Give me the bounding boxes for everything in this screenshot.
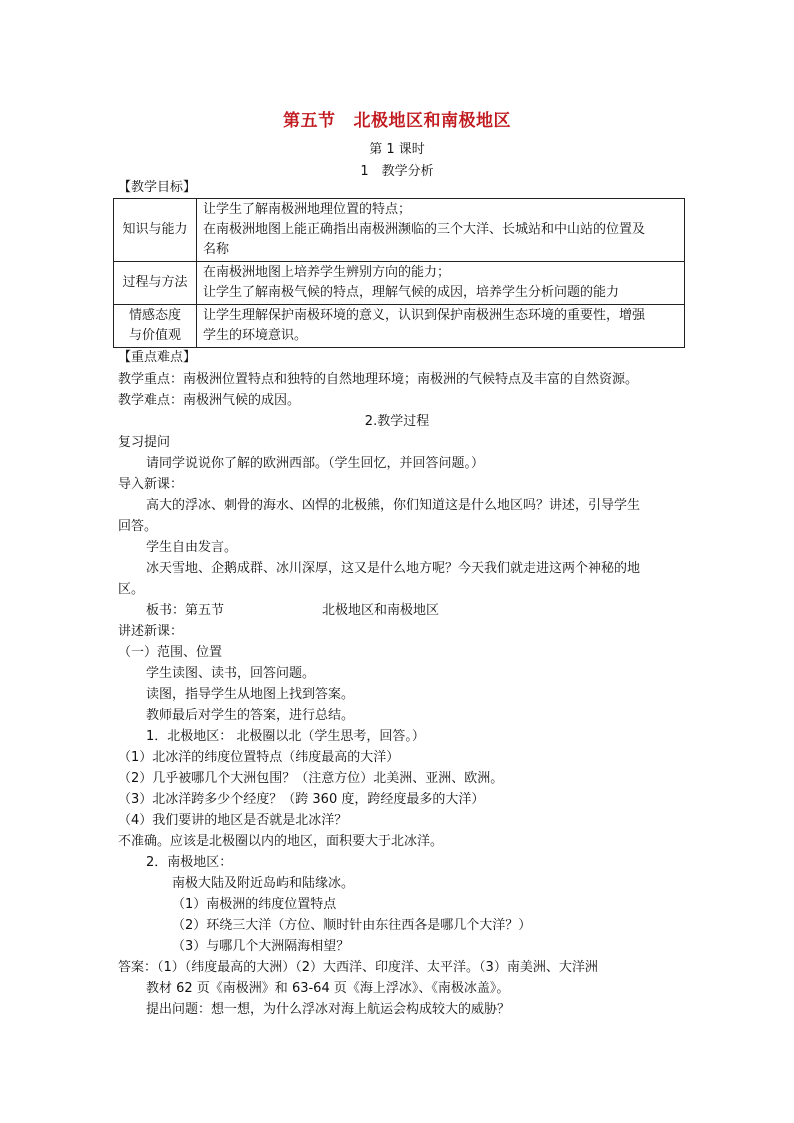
body-line: 冰天雪地、企鹅成群、冰川深厚，这又是什么地方呢？今天我们就走进这两个神秘的地 [146, 561, 641, 576]
body-line: 学生读图、读书，回答问题。 [146, 666, 316, 681]
objective-label-line: 情感态度 [128, 308, 181, 323]
body-line: 回答。 [118, 519, 158, 534]
table-row [114, 305, 685, 348]
objective-content-attitude [197, 305, 685, 348]
objective-line: 在南极洲地图上能正确指出南极洲濒临的三个大洋、长城站和中山站的位置及 [203, 222, 646, 237]
body-line: 1．北极地区： 北极圈以北（学生思考，回答。） [146, 729, 425, 744]
objective-label-line: 与价值观 [128, 328, 181, 343]
body-line: （2）几乎被哪几个大洲包围？（注意方位）北美洲、亚洲、欧洲。 [118, 771, 504, 786]
objective-line: 让学生理解保护南极环境的意义，认识到保护南极洲生态环境的重要性，增强 [203, 308, 646, 323]
body-line: 区。 [118, 582, 145, 597]
body-line: 导入新课： [118, 477, 184, 492]
title-text: 北极地区和南极地区 [353, 111, 511, 131]
body-line: 读图，指导学生从地图上找到答案。 [146, 687, 355, 702]
body-line: （1）南极洲的纬度位置特点 [172, 897, 337, 912]
objective-line: 让学生了解南极气候的特点，理解气候的成因，培养学生分析问题的能力 [203, 285, 620, 300]
body-line: 答案：（1）（纬度最高的大洲）（2）大西洋、印度洋、太平洋。（3）南美洲、大洋洲 [118, 960, 598, 975]
objectives-table [113, 198, 685, 348]
body-line: 复习提问 [118, 435, 171, 450]
body-line: 教师最后对学生的答案，进行总结。 [146, 708, 355, 723]
objective-line: 名称 [203, 242, 230, 257]
objective-label-knowledge: 知识与能力 [114, 199, 197, 262]
objective-label-attitude [114, 305, 197, 348]
section-teaching-analysis: 1 教学分析 [360, 164, 434, 179]
body-line: 讲述新课： [118, 624, 184, 639]
objectives-heading: 【教学目标】 [118, 180, 197, 195]
body-line: （4）我们要讲的地区是否就是北冰洋？ [118, 813, 348, 828]
objective-line: 让学生了解南极洲地理位置的特点； [203, 202, 412, 217]
body-line: 北极地区和南极地区 [322, 603, 440, 618]
body-line: 不准确。应该是北极圈以内的地区，面积要大于北冰洋。 [118, 834, 444, 849]
objective-content-process [197, 262, 685, 305]
body-line: 高大的浮冰、刺骨的海水、凶悍的北极熊，你们知道这是什么地区吗？讲述，引导学生 [146, 498, 641, 513]
table-row [114, 262, 685, 305]
objective-label-process: 过程与方法 [114, 262, 197, 305]
body-line: （2）环绕三大洋（方位、顺时针由东往西各是哪几个大洋？） [172, 918, 532, 933]
objective-content-knowledge [197, 199, 685, 262]
body-line: （3）北冰洋跨多少个经度？（跨 360 度，跨经度最多的大洋） [118, 792, 485, 807]
section-teaching-process: 2.教学过程 [364, 414, 430, 429]
body-line: 板书：第五节 [146, 603, 225, 618]
objective-line: 在南极洲地图上培养学生辨别方向的能力； [203, 265, 451, 280]
body-line: 提出问题：想一想，为什么浮冰对海上航运会构成较大的威胁？ [146, 1002, 511, 1017]
key-focus: 教学重点：南极洲位置特点和独特的自然地理环境；南极洲的气候特点及丰富的自然资源。 [118, 372, 639, 387]
body-line: （3）与哪几个大洲隔海相望？ [172, 939, 350, 954]
body-line: 学生自由发言。 [146, 540, 238, 555]
lesson-label: 第 1 课时 [369, 142, 425, 157]
body-line: 请同学说说你了解的欧洲西部。（学生回忆，并回答问题。） [146, 456, 485, 471]
body-line: 教材 62 页《南极洲》和 63-64 页《海上浮冰》、《南极冰盖》。 [146, 981, 510, 996]
title-section-number: 第五节 [283, 111, 336, 131]
keypoints-heading: 【重点难点】 [118, 350, 197, 365]
page-title [0, 106, 794, 131]
key-difficulty: 教学难点：南极洲气候的成因。 [118, 393, 301, 408]
objective-line: 学生的环境意识。 [203, 328, 308, 343]
body-line: （1）北冰洋的纬度位置特点（纬度最高的大洋） [118, 750, 400, 765]
body-line: 2．南极地区： [146, 855, 233, 870]
table-row [114, 199, 685, 262]
body-line: （一）范围、位置 [118, 645, 223, 660]
body-line: 南极大陆及附近岛屿和陆缘冰。 [172, 876, 355, 891]
